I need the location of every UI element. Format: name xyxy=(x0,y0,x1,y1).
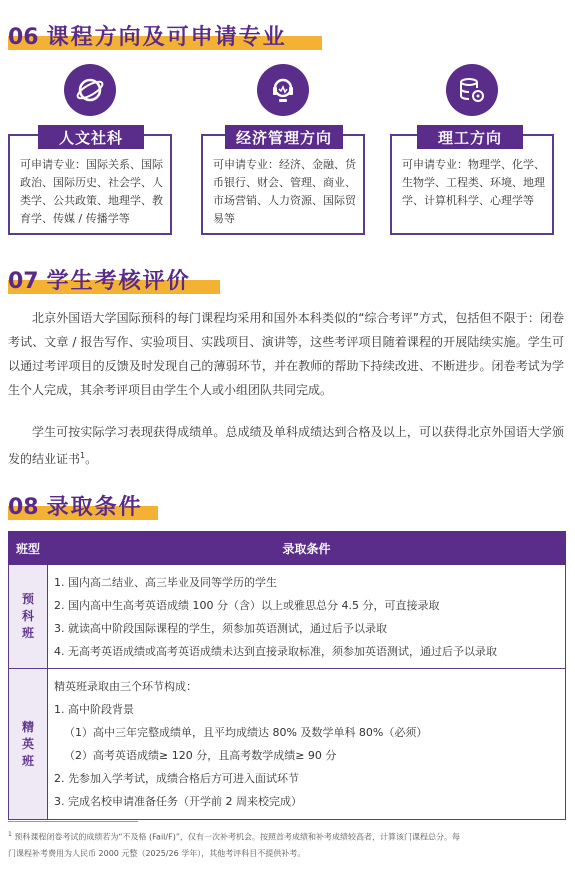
card-economics xyxy=(201,134,365,235)
paragraph-end: 。 xyxy=(85,452,98,466)
section-08-heading xyxy=(8,490,168,524)
class-type-preparatory: 预科班 xyxy=(9,565,48,669)
footnote-line: 预科课程闭卷考试的成绩若为“不及格 (Fail/F)”，仅有一次补考机会。按照首考成绩和补考成绩较高者，计算该门课程总分。每 xyxy=(14,832,460,842)
support-headset-icon xyxy=(257,64,309,116)
section-title: 录取条件 xyxy=(46,495,143,520)
condition-line: 1. 国内高二结业、高三毕业及同等学历的学生 xyxy=(54,576,277,589)
condition-line: 3. 完成名校申请准备任务（开学前 2 周来校完成） xyxy=(54,795,302,808)
section-number: 06 xyxy=(8,25,39,50)
conditions-cell xyxy=(48,565,566,669)
globe-icon xyxy=(64,64,116,116)
assessment-paragraph-1: 北京外国语大学国际预科的每门课程均采用和国外本科类似的“综合考评”方式，包括但不限于：闭卷考试、文章 / 报告写作、实验项目、实践项目、演讲等，这些考评项目随着课程的开展陆续实施。学生可以通过考评项目的反馈及时发现自己的薄弱环节，并在教师的帮助下持续改进、不断进步。闭卷考试为学生个人完成，其余考评项目由学生个人或小组团队共同完成。 xyxy=(8,311,564,397)
class-type-elite: 精英班 xyxy=(9,669,48,820)
card-label: 理工方向 xyxy=(417,125,523,149)
condition-line: 2. 先参加入学考试，成绩合格后方可进入面试环节 xyxy=(54,772,299,785)
card-humanities xyxy=(8,134,172,235)
admission-table xyxy=(8,531,566,820)
section-07-heading xyxy=(8,264,228,298)
table-row xyxy=(9,565,566,669)
assessment-paragraph-2 xyxy=(8,420,564,471)
card-text: 可申请专业：经济、金融、货币银行、财会、管理、商业、市场营销、人力资源、国际贸易等 xyxy=(213,158,356,225)
condition-line: 4. 无高考英语成绩或高考英语成绩未达到直接录取标准，须参加英语测试，通过后予以录取 xyxy=(54,645,497,658)
database-gear-icon xyxy=(446,64,498,116)
condition-line: 2. 国内高中生高考英语成绩 100 分（含）以上或雅思总分 4.5 分，可直接录取 xyxy=(54,599,440,612)
card-science-engineering xyxy=(390,134,554,235)
section-06-heading xyxy=(8,20,328,54)
condition-line: 1. 高中阶段背景 xyxy=(54,703,134,716)
header-class-type: 班型 xyxy=(9,532,48,565)
condition-line: 3. 就读高中阶段国际课程的学生，须参加英语测试，通过后予以录取 xyxy=(54,622,387,635)
card-label: 人文社科 xyxy=(38,125,144,149)
paragraph-text: 学生可按实际学习表现获得成绩单。总成绩及单科成绩达到合格及以上，可以获得北京外国语大学颁发的结业证书 xyxy=(8,425,564,466)
card-text: 可申请专业：物理学、化学、生物学、工程类、环境、地理学、计算机科学、心理学等 xyxy=(402,158,545,207)
section-number: 08 xyxy=(8,495,39,520)
section-title: 学生考核评价 xyxy=(46,269,191,294)
card-label: 经济管理方向 xyxy=(225,125,343,149)
card-text: 可申请专业：国际关系、国际政治、国际历史、社会学、人类学、公共政策、地理学、教育学、传媒 / 传播学等 xyxy=(20,158,163,225)
footnote xyxy=(8,827,564,862)
footnote-mark: 1 xyxy=(8,831,12,838)
footnote-divider xyxy=(8,821,138,822)
footnote-line: 门课程补考费用为人民币 2000 元整（2025/26 学年），其他考评科目不提供补考。 xyxy=(8,848,306,858)
condition-line: （1）高中三年完整成绩单，且平均成绩达 80% 及数学单科 80%（必须） xyxy=(64,726,428,739)
footnote-ref[interactable]: 1 xyxy=(80,451,86,460)
condition-line: 精英班录取由三个环节构成： xyxy=(54,680,197,693)
table-row xyxy=(9,669,566,820)
section-number: 07 xyxy=(8,269,39,294)
header-conditions: 录取条件 xyxy=(48,532,566,565)
condition-line: （2）高考英语成绩≥ 120 分，且高考数学成绩≥ 90 分 xyxy=(64,749,337,762)
section-title: 课程方向及可申请专业 xyxy=(46,25,287,50)
conditions-cell xyxy=(48,669,566,820)
